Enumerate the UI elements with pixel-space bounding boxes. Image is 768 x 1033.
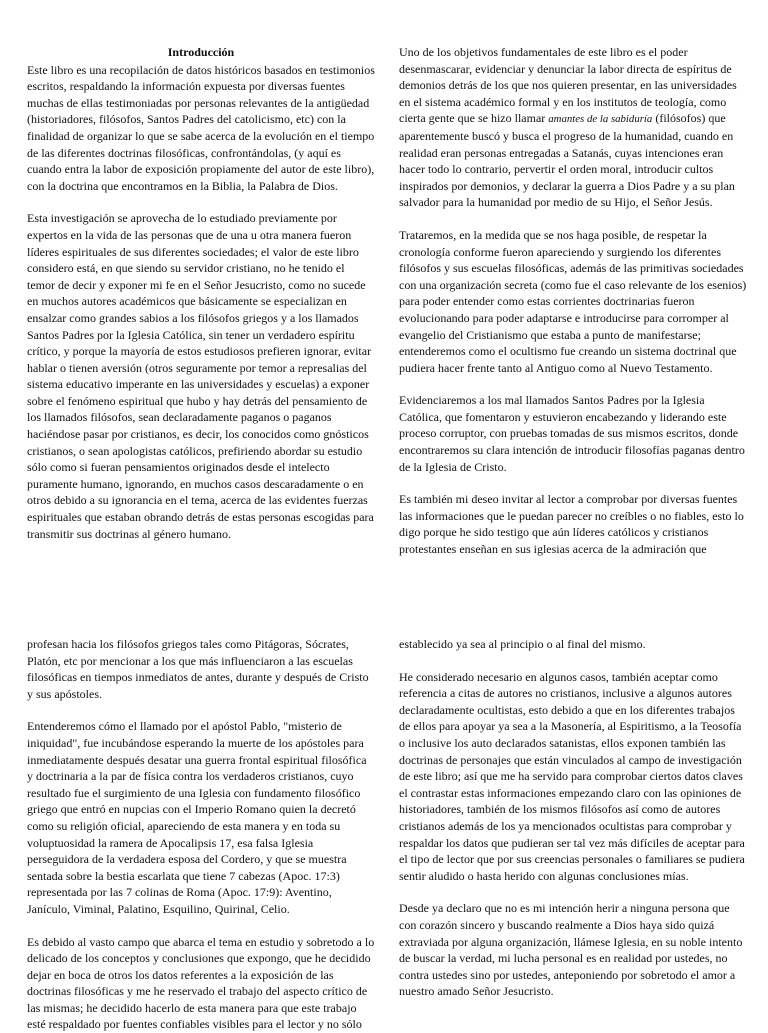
bottom-right-column [399, 636, 747, 1000]
paragraph-text: Uno de los objetivos fundamentales de este libro es el poder desenmascarar, evidenciar y denunciar la labor directa de espíritus de demonios detrás de los que nos quieren presentar, en las universidades en el sistema académico formal y en los institutos de teología, como cierta gente que se hizo llamar [399, 45, 737, 125]
paragraph: Trataremos, en la medida que se nos haga posible, de respetar la cronología conforme fueron apareciendo y surgiendo los diferentes filósofos y sus escuelas filosóficas, además de las primitivas sociedades con una organización secreta (como fue el caso relevante de los esenios) para poder entender como estas corrientes doctrinarias fueron evolucionando para poder adaptarse e introducirse para corromper al evangelio del Cristianismo que estaba a punto de manifestarse; entenderemos como el ocultismo fue creando un sistema doctrinal que pudiera hacer frente tanto al Antiguo como al Nuevo Testamento. [399, 227, 747, 376]
bottom-left-column [27, 636, 375, 1033]
paragraph-text: (filósofos) que aparentemente buscó y busca el progreso de la humanidad, cuando en realidad eran personas entregadas a Satanás, cuyas intenciones eran hacer todo lo contrario, pervertir el orden moral, introducir cultos inspirados por demonios, y declarar la guerra a Dios Padre y a su plan salvador para la humanidad por medio de su Hijo, el Señor Jesús. [399, 111, 735, 209]
paragraph: Es debido al vasto campo que abarca el tema en estudio y sobretodo a lo delicado de los conceptos y conclusiones que expongo, que he decidido dejar en boca de otros los datos referentes a la exposición de las doctrinas filosóficas y me he reservado el trabajo del aspecto crítico de las mismas; he decidido hacerlo de esta manera para que este trabajo esté respaldado por fuentes confiables visibles para el lector y no sólo [27, 934, 375, 1033]
paragraph: Es también mi deseo invitar al lector a comprobar por diversas fuentes las informaciones que le puedan parecer no creíbles o no fiables, esto lo digo porque he sido testigo que aún líderes católicos y cristianos protestantes enseñan en sus iglesias acerca de la admiración que [399, 491, 747, 557]
paragraph: Desde ya declaro que no es mi intención herir a ninguna persona que con corazón sincero y buscando realmente a Dios haya sido quizá extraviada por alguna organización, llámese Iglesia, en su noble intento de buscar la verdad, mi lucha personal es en realidad por ustedes, no contra ustedes sino por ustedes, anteponiendo por sobretodo el amor a nuestro amado Señor Jesucristo. [399, 900, 747, 1000]
paragraph: He considerado necesario en algunos casos, también aceptar como referencia a citas de autores no cristianos, inclusive a algunos autores declaradamente ocultistas, esto debido a que en los diferentes trabajos de ellos para apoyar ya sea a la Masonería, al Espiritismo, a la Teosofía o inclusive los auto declarados satanistas, ellos exponen también las doctrinas de personajes que están vinculados al campo de investigación de este libro; así que me ha servido para comprobar ciertos datos claves el contrastar estas informaciones empezando claro con las opiniones de historiadores, también de los mismos filósofos así como de autores cristianos además de los ya mencionados ocultistas para comprobar y respaldar los datos que pudieran ser tal vez más difíciles de aceptar para el tipo de lector que por sus creencias personales o familiares se pudiera sentir aludido o hasta herido con algunas conclusiones mías. [399, 669, 747, 885]
paragraph: Esta investigación se aprovecha de lo estudiado previamente por expertos en la vida de las personas que de una u otra manera fueron líderes espirituales de sus diferentes sociedades; el valor de este libro considero está, en que siendo su servidor cristiano, no he tenido el temor de decir y exponer mi fe en el Señor Jesucristo, como no sucede en muchos autores académicos que básicamente se especializan en ensalzar como grandes sabios a los filósofos griegos y a los llamados Santos Padres por la Iglesia Católica, sin tener un verdadero espíritu crítico, y porque la mayoría de estos estudiosos prefieren ignorar, evitar hablar o tienen aversión (otros seguramente por temor a represalias del sistema educativo imperante en las universidades y escuelas) a exponer sobre el fenómeno espiritual que hubo y hay detrás del pensamiento de los llamados filósofos, sean declaradamente paganos o paganos haciéndose pasar por cristianos, es decir, los conocidos como gnósticos cristianos, o sean apologistas católicos, prefiriendo abordar su estudio sólo como si fueran pensamientos originados desde el intelecto puramente humano, ignorando, en muchos casos descaradamente o en otros debido a su ignorancia en el tema, acerca de las evidentes fuerzas espirituales que estaban obrando detrás de estas personas escogidas para transmitir sus doctrinas al género humano. [27, 210, 375, 542]
paragraph: profesan hacia los filósofos griegos tales como Pitágoras, Sócrates, Platón, etc por mencionar a los que más influenciaron a las escuelas filosóficas en tiempos inmediatos de antes, durante y después de Cristo y sus apóstoles. [27, 636, 375, 702]
top-left-column [27, 44, 375, 542]
paragraph [399, 44, 747, 211]
introduction-heading: Introducción [27, 44, 375, 61]
paragraph: Entenderemos cómo el llamado por el apóstol Pablo, "misterio de iniquidad", fue incubándose esperando la muerte de los apóstoles para inmediatamente después desatar una guerra frontal espiritual filosófica y doctrinaria a la par de física contra los verdaderos cristianos, cuyo resultado fue el surgimiento de una Iglesia con fundamento filosófico griego que entró en nupcias con el Imperio Romano quien la decretó como su religión oficial, apareciendo de esta manera y en toda su voluptuosidad la ramera de Apocalipsis 17, esa falsa Iglesia perseguidora de la verdadera esposa del Cordero, y que se muestra sentada sobre la bestia escarlata que tiene 7 cabezas (Apoc. 17:3) representada por las 7 colinas de Roma (Apoc. 17:9): Aventino, Janículo, Viminal, Palatino, Esquilino, Quirinal, Celio. [27, 718, 375, 917]
emphasis-text: amantes de la sabiduría [548, 113, 652, 125]
top-right-column [399, 44, 747, 558]
paragraph: Este libro es una recopilación de datos históricos basados en testimonios escritos, respaldando la información expuesta por diversas fuentes muchas de ellas testimoniadas por personas relevantes de la antigüedad (historiadores, filósofos, Santos Padres del catolicismo, etc) con la finalidad de organizar lo que se sabe acerca de la evolución en el tiempo de las diferentes doctrinas filosóficas, confrontándolas, (y aquí es cuando entra la labor de exposición propiamente del autor de este libro), con la doctrina que encontramos en la Biblia, la Palabra de Dios. [27, 62, 375, 195]
paragraph: establecido ya sea al principio o al final del mismo. [399, 636, 747, 653]
paragraph: Evidenciaremos a los mal llamados Santos Padres por la Iglesia Católica, que fomentaron y estuvieron encabezando y liderando este proceso corruptor, con pruebas tomadas de sus mismos escritos, donde encontraremos su clara intención de introducir filosofías paganas dentro de la Iglesia de Cristo. [399, 392, 747, 475]
